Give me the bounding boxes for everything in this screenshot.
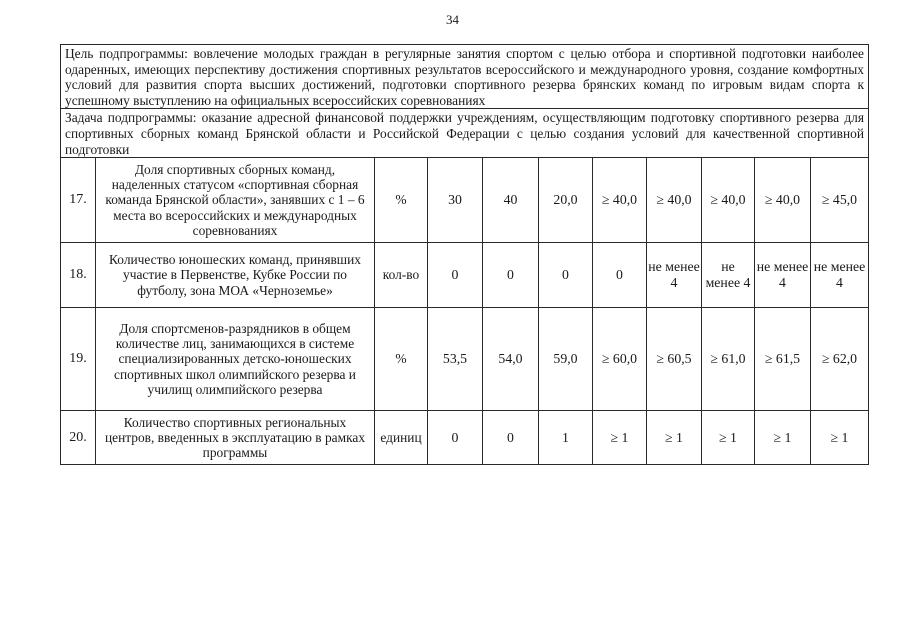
indicator-description: Количество юношеских команд, принявших участие в Первенстве, Кубке России по футболу, зона МОА «Черноземье» bbox=[96, 243, 375, 308]
value-cell: ≥ 1 bbox=[702, 411, 755, 465]
indicator-description: Доля спортивных сборных команд, наделенных статусом «спортивная сборная команда Брянской области», занявших с 1 – 6 места во всероссийских и международных соревнованиях bbox=[96, 158, 375, 243]
value-cell: ≥ 60,0 bbox=[593, 308, 647, 411]
value-cell: 53,5 bbox=[428, 308, 483, 411]
value-cell: ≥ 40,0 bbox=[593, 158, 647, 243]
unit-cell: кол-во bbox=[375, 243, 428, 308]
page-number: 34 bbox=[446, 12, 459, 27]
value-cell: не менее 4 bbox=[647, 243, 702, 308]
value-cell: не менее 4 bbox=[702, 243, 755, 308]
value-cell: ≥ 45,0 bbox=[811, 158, 869, 243]
value-cell: 30 bbox=[428, 158, 483, 243]
row-number: 20. bbox=[61, 411, 96, 465]
value-cell: ≥ 40,0 bbox=[755, 158, 811, 243]
value-cell: 59,0 bbox=[539, 308, 593, 411]
indicator-description: Количество спортивных региональных центров, введенных в эксплуатацию в рамках программы bbox=[96, 411, 375, 465]
row-number: 18. bbox=[61, 243, 96, 308]
value-cell: 1 bbox=[539, 411, 593, 465]
goal-row bbox=[61, 45, 869, 109]
value-cell: 0 bbox=[428, 243, 483, 308]
task-row bbox=[61, 109, 869, 158]
row-number: 17. bbox=[61, 158, 96, 243]
value-cell: 0 bbox=[539, 243, 593, 308]
value-cell: ≥ 40,0 bbox=[702, 158, 755, 243]
unit-cell: единиц bbox=[375, 411, 428, 465]
value-cell: ≥ 1 bbox=[647, 411, 702, 465]
value-cell: 0 bbox=[483, 243, 539, 308]
value-cell: ≥ 1 bbox=[593, 411, 647, 465]
value-cell: 54,0 bbox=[483, 308, 539, 411]
table-row bbox=[61, 308, 869, 411]
value-cell: ≥ 60,5 bbox=[647, 308, 702, 411]
table-row bbox=[61, 243, 869, 308]
value-cell: ≥ 62,0 bbox=[811, 308, 869, 411]
row-number: 19. bbox=[61, 308, 96, 411]
table-row bbox=[61, 411, 869, 465]
value-cell: 0 bbox=[593, 243, 647, 308]
table-row bbox=[61, 158, 869, 243]
unit-cell: % bbox=[375, 158, 428, 243]
value-cell: 0 bbox=[428, 411, 483, 465]
indicator-description: Доля спортсменов-разрядников в общем количестве лиц, занимающихся в системе специализированных детско-юношеских спортивных школ олимпийского резерва и училищ олимпийского резерва bbox=[96, 308, 375, 411]
value-cell: ≥ 40,0 bbox=[647, 158, 702, 243]
value-cell: ≥ 1 bbox=[811, 411, 869, 465]
value-cell: 20,0 bbox=[539, 158, 593, 243]
value-cell: ≥ 1 bbox=[755, 411, 811, 465]
subprogram-task: Задача подпрограммы: оказание адресной финансовой поддержки учреждениям, осуществляющим подготовку спортивного резерва для спортивных сборных команд Брянской области и Российской Федерации с целью создания условий для качественной спортивной подготовки bbox=[61, 109, 869, 158]
value-cell: не менее 4 bbox=[755, 243, 811, 308]
value-cell: ≥ 61,5 bbox=[755, 308, 811, 411]
subprogram-goal: Цель подпрограммы: вовлечение молодых граждан в регулярные занятия спортом с целью отбора и спортивной подготовки наиболее одаренных, имеющих перспективу достижения спортивных результатов всероссийского и международного уровня, создание комфортных условий для развития спорта высших достижений, подготовки спортивного резерва брянских команд по игровым видам спорта к успешному выступлению на официальных всероссийских соревнованиях bbox=[61, 45, 869, 109]
value-cell: ≥ 61,0 bbox=[702, 308, 755, 411]
indicators-table bbox=[60, 44, 869, 465]
value-cell: 40 bbox=[483, 158, 539, 243]
unit-cell: % bbox=[375, 308, 428, 411]
value-cell: не менее 4 bbox=[811, 243, 869, 308]
value-cell: 0 bbox=[483, 411, 539, 465]
